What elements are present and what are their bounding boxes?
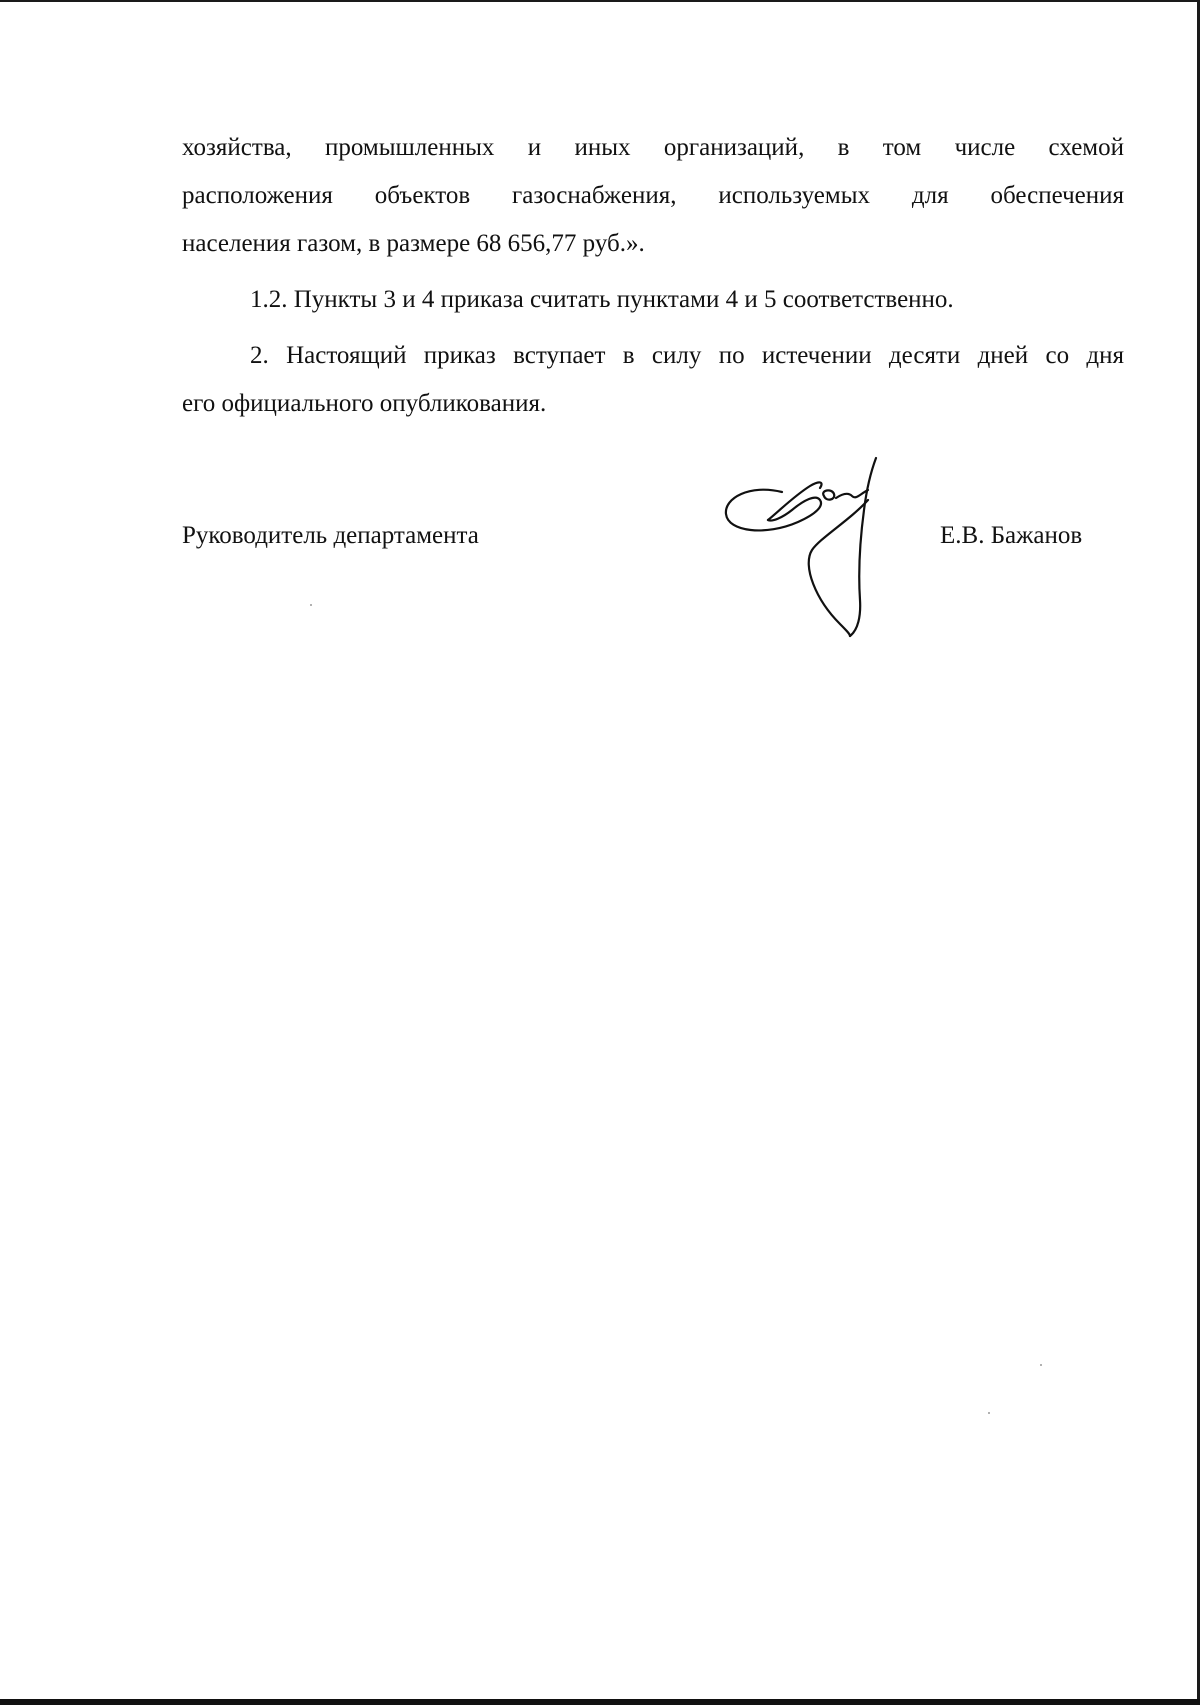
scan-speck bbox=[1040, 1364, 1042, 1366]
document-body bbox=[182, 124, 1124, 428]
paragraph-continuation-line-1: хозяйства, промышленных и иных организаций, в том числе схемой bbox=[182, 134, 1124, 161]
paragraph-continuation-line-3: населения газом, в размере 68 656,77 руб.». bbox=[182, 230, 645, 257]
scan-speck bbox=[310, 604, 312, 606]
scan-border-bottom bbox=[0, 1699, 1200, 1705]
clause-2-line-1: 2. Настоящий приказ вступает в силу по истечении десяти дней со дня bbox=[250, 342, 1124, 369]
clause-2-line-2: его официального опубликования. bbox=[182, 390, 547, 417]
scan-speck bbox=[988, 1412, 990, 1414]
clause-1-2: 1.2. Пункты 3 и 4 приказа считать пунктами 4 и 5 соответственно. bbox=[250, 286, 954, 313]
handwritten-signature-icon bbox=[720, 450, 920, 646]
signer-position: Руководитель департамента bbox=[182, 522, 479, 549]
scan-border-top bbox=[0, 0, 1200, 2]
signer-name: Е.В. Бажанов bbox=[940, 522, 1083, 549]
paragraph-continuation-line-2: расположения объектов газоснабжения, используемых для обеспечения bbox=[182, 182, 1124, 209]
